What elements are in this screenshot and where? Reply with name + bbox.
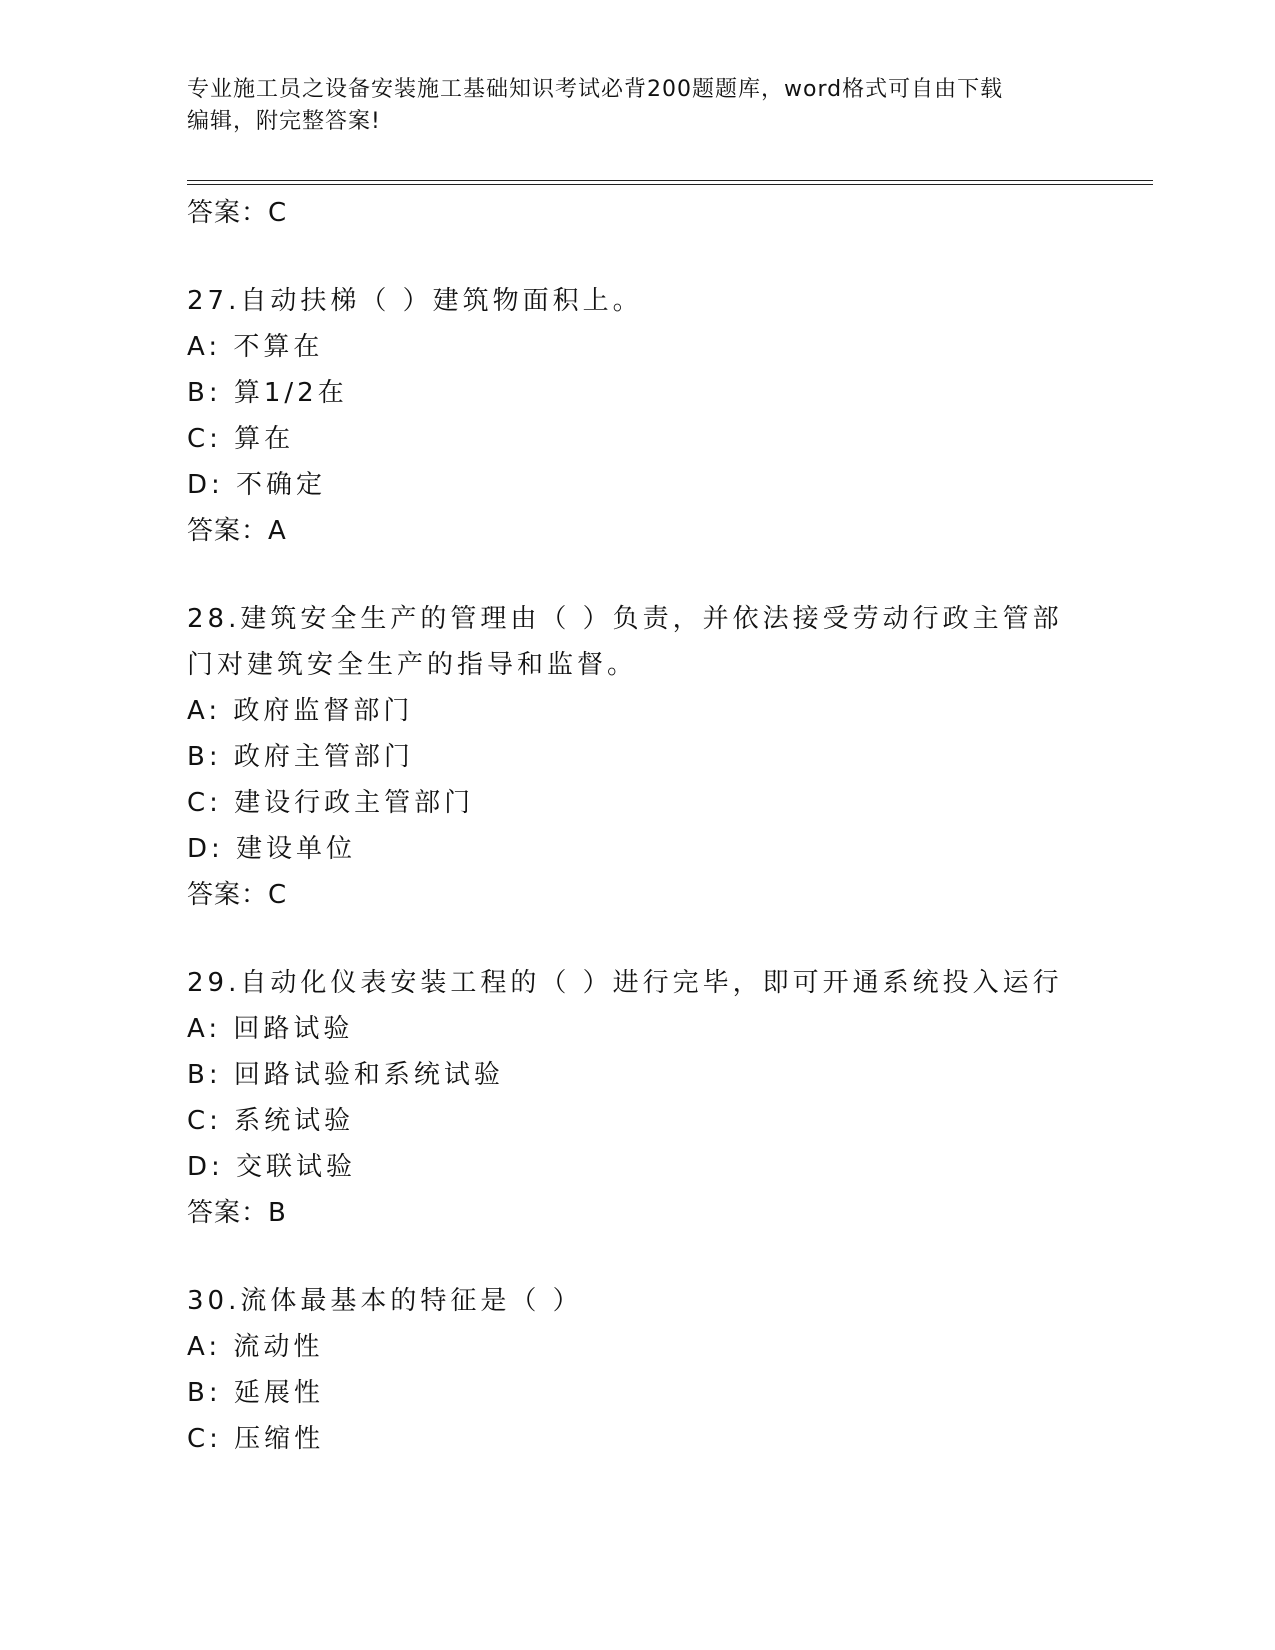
option-b: B: 政府主管部门 (187, 742, 414, 772)
option-c: C: 建设行政主管部门 (187, 788, 475, 818)
header-divider-top (187, 180, 1153, 181)
option-d: D: 交联试验 (187, 1152, 357, 1182)
answer-line: 答案：C (187, 880, 288, 910)
option-a: A: 不算在 (187, 332, 324, 362)
option-a: A: 政府监督部门 (187, 696, 414, 726)
option-c: C: 系统试验 (187, 1106, 355, 1136)
answer-line: 答案：C (187, 198, 288, 228)
header-line-2: 编辑，附完整答案! (187, 109, 381, 134)
question-list (187, 190, 1087, 1462)
option-b: B: 延展性 (187, 1378, 324, 1408)
option-d: D: 不确定 (187, 470, 327, 500)
question-29 (187, 960, 1087, 1236)
question-30 (187, 1278, 1087, 1462)
question-stem: 29.自动化仪表安装工程的（ ）进行完毕，即可开通系统投入运行 (187, 968, 1063, 998)
header-divider-bottom (187, 184, 1153, 185)
answer-line: 答案：A (187, 516, 287, 546)
question-27 (187, 278, 1087, 554)
option-a: A: 回路试验 (187, 1014, 354, 1044)
option-c: C: 压缩性 (187, 1424, 325, 1454)
option-b: B: 算1/2在 (187, 378, 348, 408)
option-b: B: 回路试验和系统试验 (187, 1060, 504, 1090)
header-line-1: 专业施工员之设备安装施工基础知识考试必背200题题库，word格式可自由下载 (187, 77, 1004, 102)
question-stem: 27.自动扶梯（ ）建筑物面积上。 (187, 286, 643, 316)
document-header (187, 74, 1087, 138)
option-d: D: 建设单位 (187, 834, 357, 864)
option-c: C: 算在 (187, 424, 295, 454)
option-a: A: 流动性 (187, 1332, 324, 1362)
question-stem: 28.建筑安全生产的管理由（ ）负责，并依法接受劳动行政主管部门对建筑安全生产的指导和监督。 (187, 604, 1063, 680)
answer-line: 答案：B (187, 1198, 287, 1228)
question-stem: 30.流体最基本的特征是（ ） (187, 1286, 583, 1316)
question-28 (187, 596, 1087, 918)
